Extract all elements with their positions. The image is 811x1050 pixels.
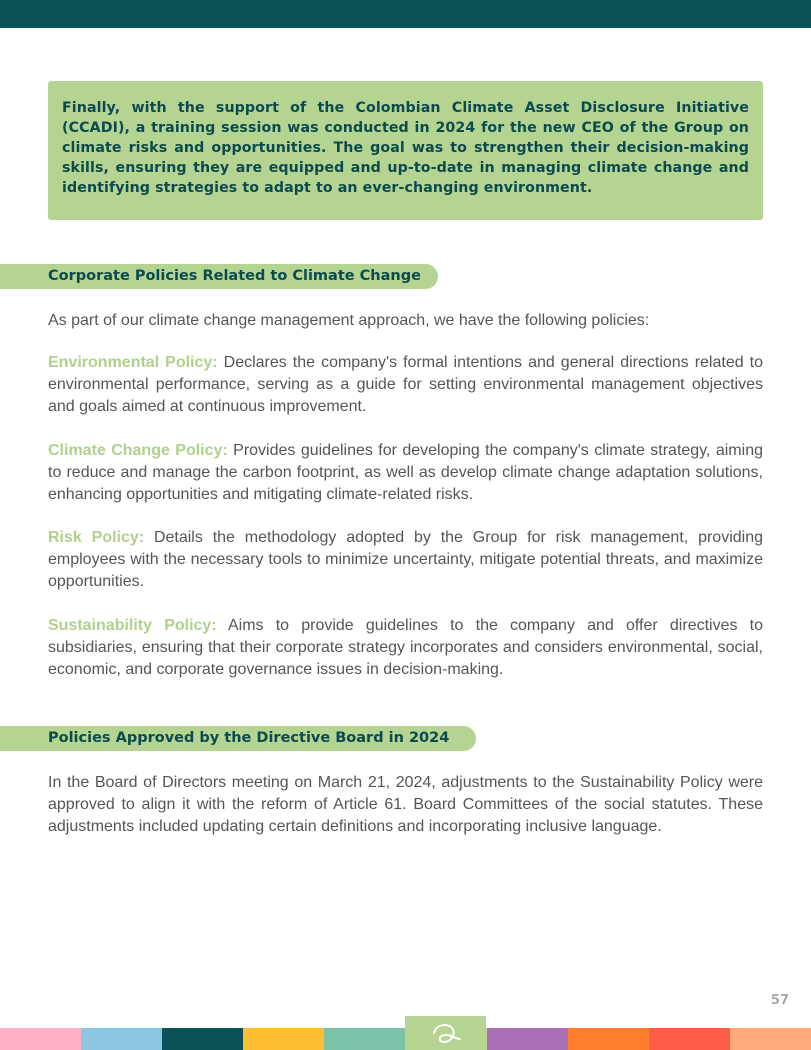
policy-environmental	[48, 352, 763, 418]
policy-risk	[48, 527, 763, 593]
intro-text: As part of our climate change management approach, we have the following policies:	[48, 312, 650, 329]
policy-text: Declares the company's formal intentions and general directions related to environmental performance, serving as a guide for setting environmental management objectives and goals aimed at continuous improvement.	[48, 354, 763, 415]
policy-text: Aims to provide guidelines to the company and offer directives to subsidiaries, ensuring that their corporate strategy incorporates and considers environmental, social, economic, and corporate governance issues in decision-making.	[48, 617, 764, 678]
color-strip-segment	[487, 1028, 568, 1050]
policy-label: Risk Policy:	[48, 529, 145, 546]
color-strip-segment	[243, 1028, 324, 1050]
color-strip-segment	[649, 1028, 730, 1050]
board-text: In the Board of Directors meeting on March 21, 2024, adjustments to the Sustainability Policy were approved to align it with the reform of Article 61. Board Committees of the social statutes. These adjustments included updating certain definitions and incorporating inclusive language.	[48, 774, 763, 835]
callout-text: Finally, with the support of the Colombian Climate Asset Disclosure Initiative (CCADI), a training session was conducted in 2024 for the new CEO of the Group on climate risks and opportunities. The goal was to strengthen their decision-making skills, ensuring they are equipped and up-to-date in managing climate change and identifying strategies to adapt to an ever-changing environment.	[62, 100, 749, 196]
policy-climate-change	[48, 440, 763, 506]
section-heading-corporate-policies: Corporate Policies Related to Climate Change	[0, 264, 438, 289]
policy-text: Provides guidelines for developing the company's climate strategy, aiming to reduce and manage the carbon footprint, as well as develop climate change adaptation solutions, enhancing opportunities and mitigating climate-related risks.	[48, 442, 763, 503]
color-strip-segment	[730, 1028, 811, 1050]
leaf-icon	[426, 1020, 466, 1046]
policy-label: Environmental Policy:	[48, 354, 218, 371]
color-strip-segment	[324, 1028, 405, 1050]
leaf-badge	[405, 1016, 486, 1050]
page-number: 57	[770, 993, 789, 1008]
color-strip-segment	[162, 1028, 243, 1050]
color-strip-segment	[81, 1028, 162, 1050]
header-bar	[0, 0, 811, 28]
policy-sustainability	[48, 615, 763, 681]
callout-box	[48, 81, 763, 220]
policy-label: Climate Change Policy:	[48, 442, 228, 459]
color-strip-segment	[0, 1028, 81, 1050]
policy-text: Details the methodology adopted by the Group for risk management, providing employees with the necessary tools to minimize uncertainty, mitigate potential threats, and maximize opportunities.	[48, 529, 763, 590]
color-strip-segment	[568, 1028, 649, 1050]
policy-label: Sustainability Policy:	[48, 617, 217, 634]
section-heading-board-policies: Policies Approved by the Directive Board in 2024	[0, 726, 476, 751]
